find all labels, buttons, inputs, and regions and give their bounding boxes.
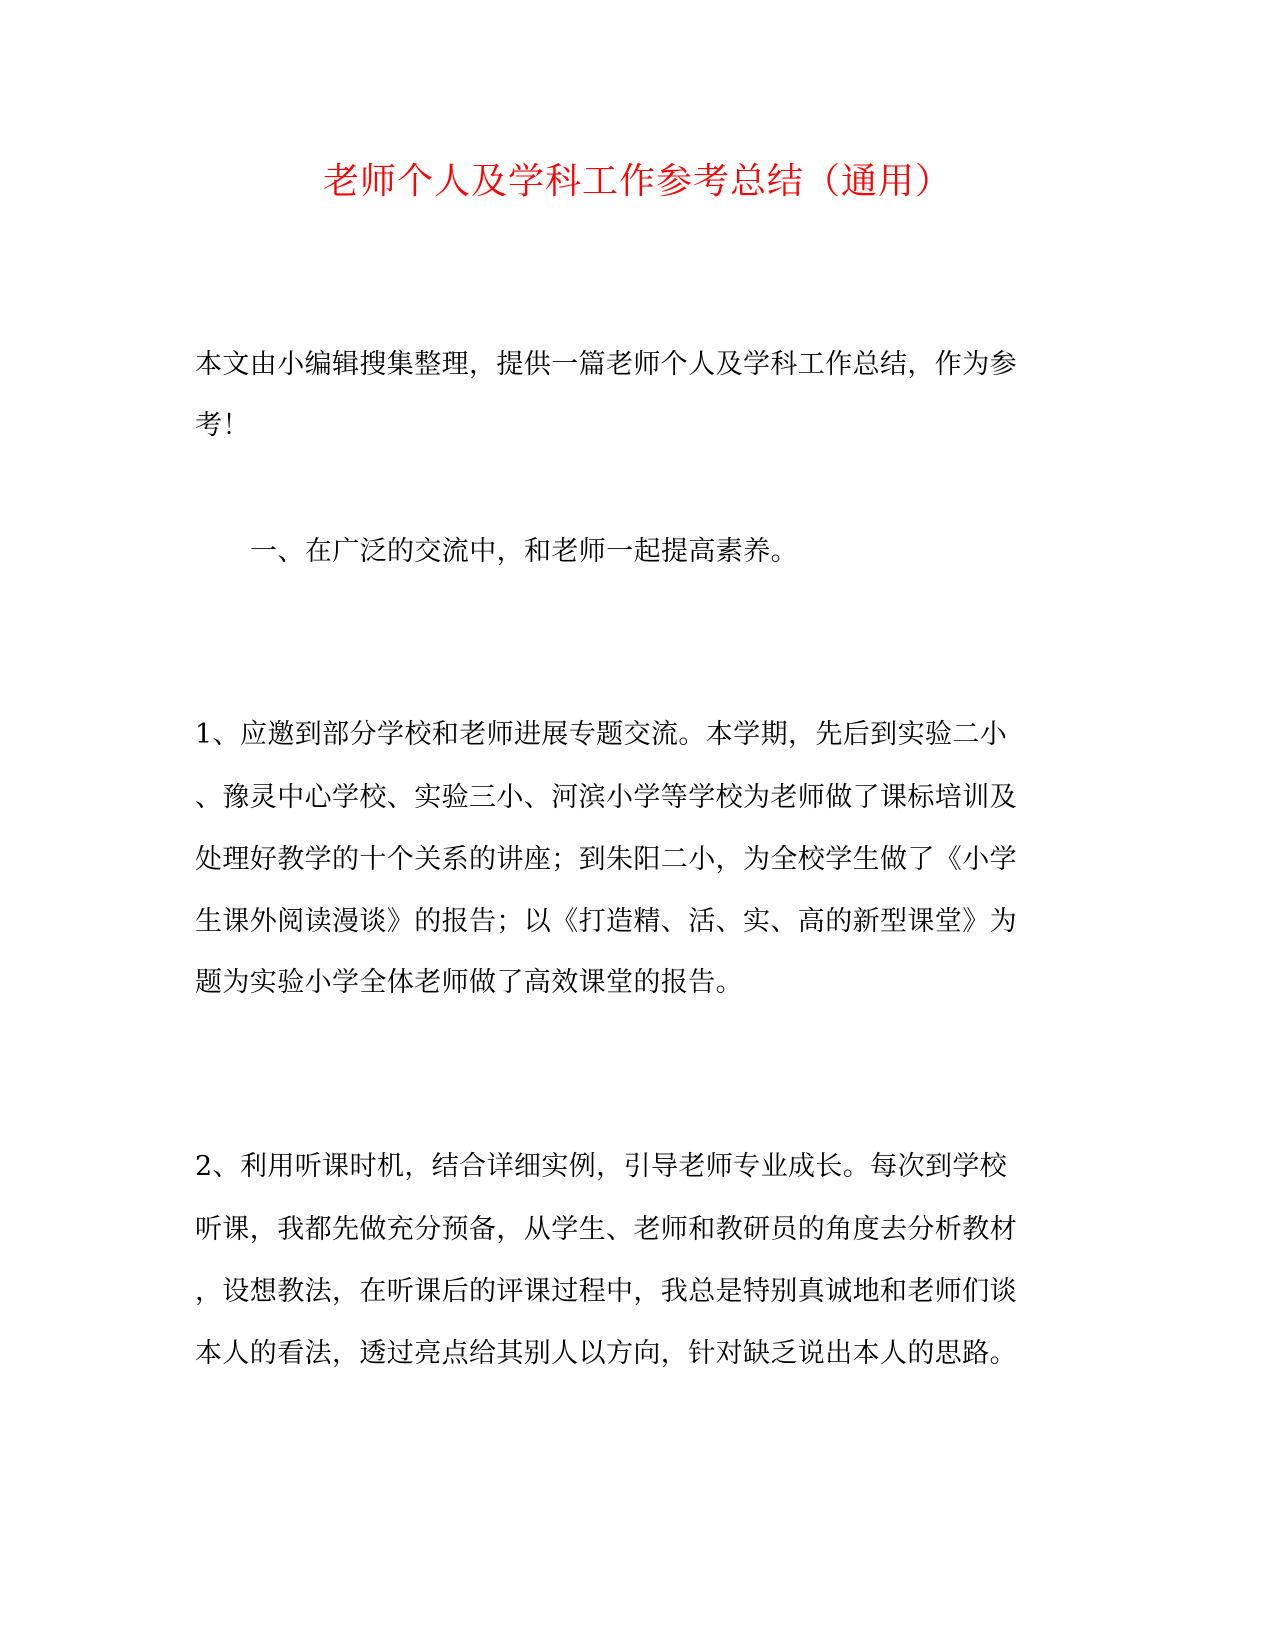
section-heading: 一、在广泛的交流中，和老师一起提高素养。 (250, 536, 798, 567)
intro-line-1: 本文由小编辑搜集整理，提供一篇老师个人及学科工作总结，作为参 (195, 349, 1017, 380)
item1-line-1: 1、应邀到部分学校和老师进展专题交流。本学期，先后到实验二小 (195, 719, 1008, 750)
item1-line-3: 处理好教学的十个关系的讲座；到朱阳二小，为全校学生做了《小学 (195, 844, 1017, 875)
item1-line-2: 、豫灵中心学校、实验三小、河滨小学等学校为老师做了课标培训及 (195, 782, 1017, 813)
intro-line-2: 考！ (195, 410, 250, 441)
item1-line-4: 生课外阅读漫谈》的报告；以《打造精、活、实、高的新型课堂》为 (195, 906, 1017, 937)
item2-line-1: 2、利用听课时机，结合详细实例，引导老师专业成长。每次到学校 (195, 1151, 1008, 1182)
document-title: 老师个人及学科工作参考总结（通用） (322, 161, 952, 202)
item1-line-5: 题为实验小学全体老师做了高效课堂的报告。 (195, 967, 743, 998)
item2-line-3: ，设想教法，在听课后的评课过程中，我总是特别真诚地和老师们谈 (195, 1276, 1017, 1307)
item2-line-4: 本人的看法，透过亮点给其别人以方向，针对缺乏说出本人的思路。 (195, 1338, 1017, 1369)
item2-line-2: 听课，我都先做充分预备，从学生、老师和教研员的角度去分析教材 (195, 1214, 1017, 1245)
